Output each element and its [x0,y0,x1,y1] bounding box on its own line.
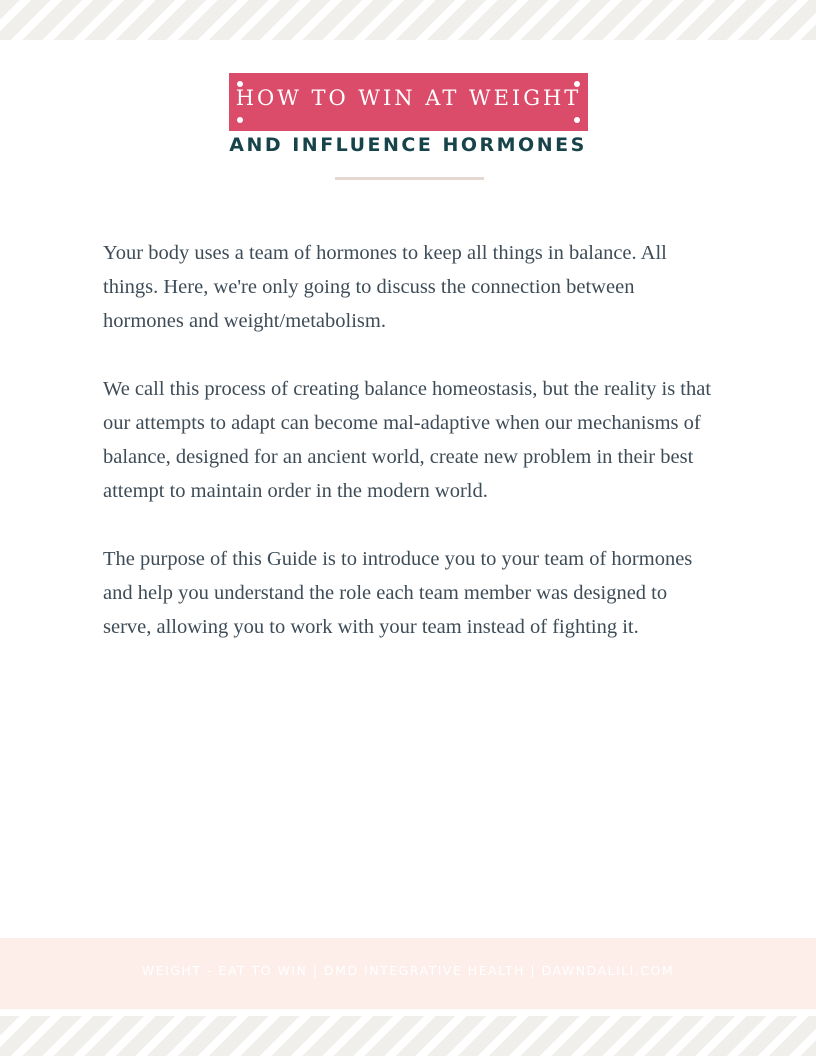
bottom-stripe-border [0,1016,816,1056]
page-title: HOW TO WIN AT WEIGHT [235,86,582,110]
title-divider [335,177,484,180]
footer-text: WEIGHT - EAT TO WIN | DMD INTEGRATIVE HEALTH | DAWNDALILI.COM [141,963,675,978]
paragraph: We call this process of creating balance homeostasis, but the reality is that our attempts to adapt can become mal-adaptive when our mechanisms of balance, designed for an ancient world, create new problem in their best attempt to maintain order in the modern world. [103,378,712,502]
banner-dot [574,117,580,123]
banner-dot [237,117,243,123]
paragraph: Your body uses a team of hormones to keep all things in balance. All things. Here, we're only going to discuss the connection between hormones and weight/metabolism. [103,242,667,332]
paragraph: The purpose of this Guide is to introduce you to your team of hormones and help you understand the role each team member was designed to serve, allowing you to work with your team instead of fighting it. [103,548,693,638]
title-banner [229,73,588,131]
body-content [103,236,715,678]
top-stripe-border [0,0,816,40]
footer [0,938,816,1009]
page-subtitle: AND INFLUENCE HORMONES [229,134,587,156]
